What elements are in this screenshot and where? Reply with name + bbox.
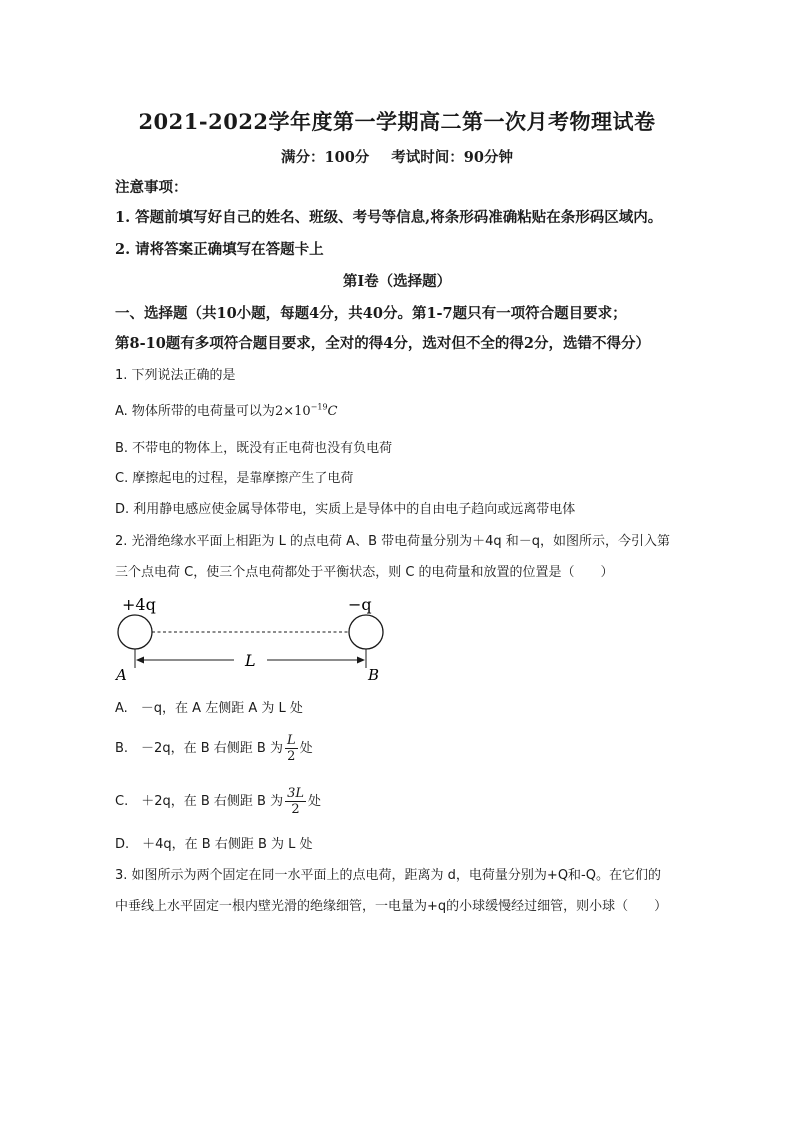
notice-item-1: 1. 答题前填写好自己的姓名、班级、考号等信息,将条形码准确粘贴在条形码区域内。 <box>115 209 663 226</box>
left-charge-label: +4q <box>122 595 156 614</box>
arrow-right-icon <box>357 657 365 664</box>
charge-a-circle <box>118 615 152 649</box>
q1-option-b: B. 不带电的物体上，既没有正电荷也没有负电荷 <box>115 441 393 456</box>
arrow-left-icon <box>136 657 144 664</box>
q2-figure <box>112 590 402 686</box>
point-a-label: A <box>116 666 127 684</box>
q2-stem-line-1: 2. 光滑绝缘水平面上相距为 L 的点电荷 A、B 带电荷量分别为＋4q 和－q，如图所示，今引入第 <box>115 534 671 549</box>
q1-option-d: D. 利用静电感应使金属导体带电，实质上是导体中的自由电子趋向或远离带电体 <box>115 502 576 517</box>
part-instructions-line-2: 第8-10题有多项符合题目要求，全对的得4分，选对但不全的得2分，选错不得分） <box>115 335 650 352</box>
q3-stem-line-2: 中垂线上水平固定一根内壁光滑的绝缘细管，一电量为+q的小球缓慢经过细管，则小球（ ） <box>115 899 668 914</box>
notice-item-2: 2. 请将答案正确填写在答题卡上 <box>115 241 324 258</box>
exam-time: 考试时间：90分钟 <box>391 149 513 166</box>
part-instructions-line-1: 一、选择题（共10小题，每题4分，共40分。第1-7题只有一项符合题目要求； <box>115 305 627 322</box>
distance-label: L <box>245 651 256 670</box>
charge-b-circle <box>349 615 383 649</box>
full-score: 满分：100分 <box>281 149 370 166</box>
fraction-3l-over-2: $\frac{3L}{2}$ <box>287 786 305 817</box>
q1-option-c: C. 摩擦起电的过程，是靠摩擦产生了电荷 <box>115 471 354 486</box>
right-charge-label: −q <box>348 595 372 614</box>
q2-option-d: D. ＋4q，在 B 右侧距 B 为 L 处 <box>115 837 313 852</box>
q3-stem-line-1: 3. 如图所示为两个固定在同一水平面上的点电荷，距离为 d，电荷量分别为+Q和-Q。在它们的 <box>115 868 661 883</box>
q2-option-a: A. －q，在 A 左侧距 A 为 L 处 <box>115 701 303 716</box>
fraction-l-over-2: $\frac{L}{2}$ <box>286 733 296 764</box>
section-title: 第I卷（选择题） <box>342 273 452 290</box>
point-b-label: B <box>368 666 380 684</box>
q2-option-c: C. ＋2q，在 B 右侧距 B 为 $\frac{3L}{2}$ 处 <box>115 786 322 817</box>
exam-info <box>0 146 794 167</box>
exam-title: 2021-2022学年度第一学期高二第一次月考物理试卷 <box>138 109 656 134</box>
q1-stem: 1. 下列说法正确的是 <box>115 368 236 383</box>
q2-option-b: B. －2q，在 B 右侧距 B 为 $\frac{L}{2}$ 处 <box>115 733 313 764</box>
q2-stem-line-2: 三个点电荷 C，使三个点电荷都处于平衡状态，则 C 的电荷量和放置的位置是（ ） <box>115 565 614 580</box>
notice-heading: 注意事项： <box>115 179 188 196</box>
q1-option-a: A. 物体所带的电荷量可以为$2\times 10^{-19}C$ <box>115 402 338 419</box>
